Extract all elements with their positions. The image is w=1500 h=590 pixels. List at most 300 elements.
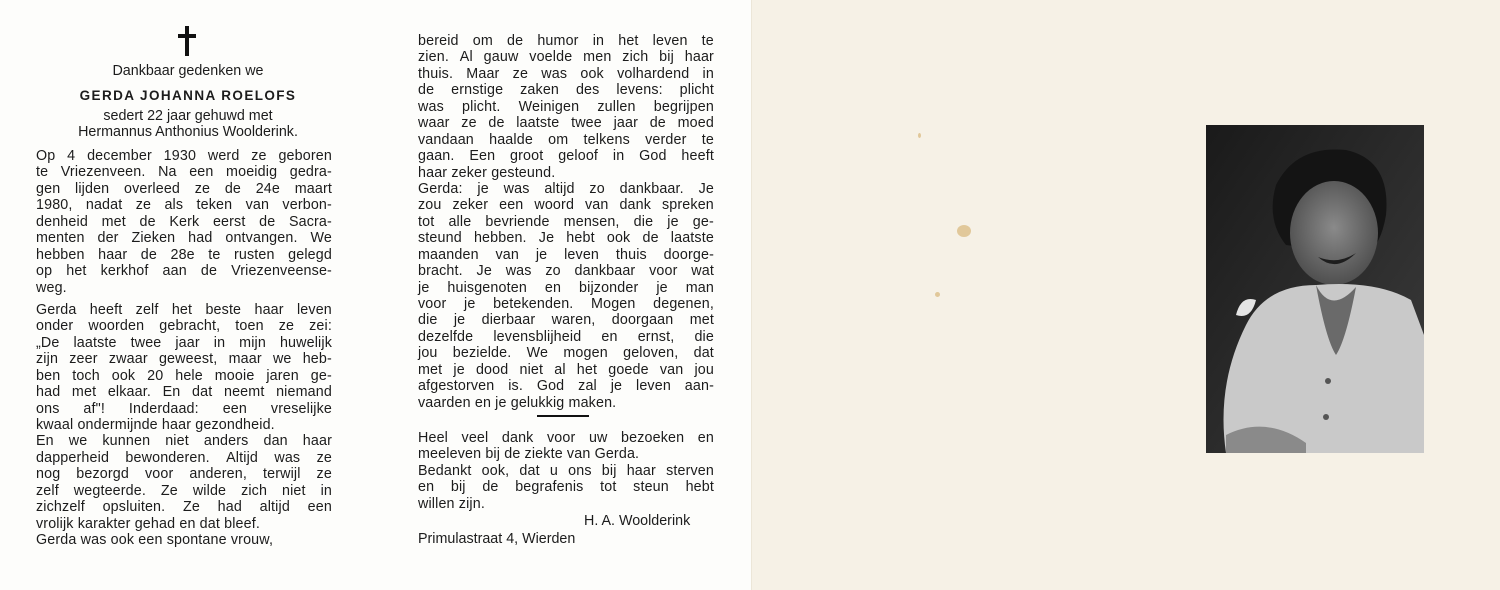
text-line	[36, 368, 332, 384]
text-line	[418, 99, 714, 115]
word: beste	[205, 301, 242, 318]
word: twee	[571, 115, 602, 132]
word: toch	[72, 367, 100, 384]
word: plicht.	[462, 98, 501, 115]
word: op	[36, 263, 53, 280]
text-line	[418, 247, 714, 263]
word: mijn	[239, 334, 266, 351]
word: heeft	[681, 148, 714, 165]
text-line	[36, 335, 332, 351]
word: al	[554, 361, 566, 378]
word: om	[472, 33, 493, 49]
word: gedra-	[289, 164, 332, 181]
word: 28e	[170, 246, 195, 263]
section-divider	[537, 415, 589, 417]
word: telkens	[583, 131, 630, 148]
word: laatste	[73, 334, 117, 351]
word: de	[140, 246, 157, 263]
word: ze	[316, 466, 332, 483]
text-line	[36, 483, 332, 499]
word: Kerk	[169, 213, 200, 230]
word: je	[453, 312, 466, 329]
word: het	[171, 301, 193, 318]
word: Je	[698, 180, 714, 197]
word: mogen	[563, 345, 608, 362]
word: te	[208, 246, 221, 263]
word: alle	[448, 213, 472, 230]
word: kerkhof	[100, 263, 149, 280]
word: met	[71, 384, 97, 401]
word: haar	[98, 246, 128, 263]
word: december	[87, 148, 152, 164]
word: bereid	[418, 33, 459, 49]
word: en	[544, 279, 562, 296]
word: de	[259, 213, 276, 230]
word: gehad	[134, 515, 176, 532]
word: geweest,	[158, 351, 218, 368]
word: altijd	[544, 180, 575, 197]
word: denheid	[36, 213, 88, 230]
word: gebracht,	[159, 318, 221, 335]
word: niet	[519, 361, 544, 378]
word: leven	[636, 378, 671, 395]
word: in	[702, 65, 714, 82]
portrait-photo	[1206, 125, 1424, 453]
word: Maar	[466, 65, 500, 82]
word: heeft	[89, 301, 123, 318]
signature: H. A. Woolderink	[584, 513, 691, 529]
text-line	[418, 479, 714, 495]
word: niet	[165, 433, 189, 450]
word: meeleven	[418, 446, 482, 463]
word: zou	[418, 197, 442, 214]
word: mensen,	[563, 213, 620, 230]
word: je	[610, 378, 623, 395]
word: leven	[652, 33, 688, 49]
word: als	[164, 197, 184, 214]
word: met	[689, 312, 714, 329]
word: ze	[251, 148, 267, 164]
word: begrafenis	[515, 479, 584, 496]
word: haar	[254, 301, 284, 318]
word: zullen	[597, 98, 636, 115]
word: afgestorven	[418, 378, 495, 395]
text-column-left	[36, 148, 332, 549]
word: ze	[316, 449, 332, 466]
word: spontane	[166, 532, 227, 549]
word: aan	[162, 263, 187, 280]
word: ondermijnde	[77, 417, 158, 433]
word: Sacra-	[288, 213, 332, 230]
word: betekenden.	[493, 296, 574, 312]
word: spreken	[662, 197, 714, 214]
word: Bedankt	[418, 462, 472, 479]
text-line	[36, 417, 332, 433]
word: huisgenoten	[447, 279, 527, 296]
text-line	[36, 401, 332, 417]
text-line	[418, 33, 714, 49]
word: van	[566, 446, 591, 463]
word: nadat	[85, 197, 123, 214]
word: kwaal	[36, 417, 74, 433]
word: zien.	[418, 49, 449, 66]
word: Gerda	[36, 301, 77, 318]
word: laatste	[670, 230, 714, 247]
word: wegteerde.	[73, 482, 147, 499]
word: willen	[418, 495, 455, 512]
word: bijzonder	[579, 279, 639, 296]
word: van	[495, 246, 520, 263]
text-line	[418, 362, 714, 378]
word: en	[179, 515, 196, 532]
text-line	[418, 395, 714, 411]
word: Al	[459, 49, 473, 66]
word: man	[685, 279, 714, 296]
word: hebben.	[473, 230, 527, 247]
word: Altijd	[226, 449, 258, 466]
word: moeidig	[226, 164, 278, 181]
text-line	[418, 214, 714, 230]
word: bij	[485, 446, 501, 463]
word: je	[464, 296, 476, 312]
word: degenen,	[653, 296, 714, 312]
word: ben	[36, 367, 61, 384]
word: moed	[677, 115, 714, 132]
word: het	[66, 263, 87, 280]
word: zijn.	[458, 495, 485, 512]
word: werd	[207, 148, 240, 164]
word: jou	[694, 361, 714, 378]
word: voelde	[529, 49, 573, 66]
text-line	[418, 165, 714, 181]
word: levens:	[616, 82, 663, 99]
word: sterven	[666, 462, 714, 479]
word: veel	[461, 430, 489, 446]
word: gelukkig	[510, 394, 565, 411]
text-line	[418, 230, 714, 246]
word: humor	[537, 33, 579, 49]
word: tot	[418, 213, 435, 230]
word: We	[526, 345, 549, 362]
word: die	[418, 312, 438, 329]
word: je	[667, 213, 679, 230]
word: was	[505, 263, 532, 280]
word: anderen,	[189, 466, 247, 483]
word: maken.	[568, 394, 617, 411]
text-line	[36, 384, 332, 400]
word: En	[162, 384, 181, 401]
word: was	[274, 449, 301, 466]
word: dank	[619, 197, 652, 214]
text-line	[36, 351, 332, 367]
word: hele	[175, 367, 203, 384]
word: en	[601, 328, 618, 345]
word: Een	[469, 148, 496, 165]
word: ernst,	[637, 328, 675, 345]
word: huwelijk	[279, 334, 332, 351]
cross-icon	[176, 26, 198, 56]
word: wilde	[192, 482, 227, 499]
word: 1930	[163, 148, 197, 164]
text-line	[36, 499, 332, 515]
married-line-2: Hermannus Anthonius Woolderink.	[78, 124, 298, 140]
word: jaar	[613, 115, 639, 132]
word: mooie	[214, 367, 255, 384]
word: geloof	[558, 148, 599, 165]
word: ernstige	[451, 82, 504, 99]
word: was	[80, 532, 107, 549]
word: van	[245, 197, 270, 214]
word: Op	[36, 148, 56, 164]
text-line	[36, 263, 332, 279]
word: dan	[263, 433, 288, 450]
text-line	[418, 148, 714, 164]
word: doorge-	[663, 246, 714, 263]
word: niet	[282, 482, 306, 499]
word: der	[97, 230, 119, 247]
word: anders	[203, 433, 249, 450]
word: altijd	[259, 499, 290, 516]
word: is.	[508, 378, 523, 395]
word: die	[633, 213, 654, 230]
text-line	[36, 181, 332, 197]
word: woord	[534, 197, 575, 214]
word: kunnen	[102, 433, 151, 450]
word: dat	[192, 384, 213, 401]
text-line	[418, 66, 714, 82]
word: bezorgd	[76, 466, 129, 483]
word: ze	[135, 197, 152, 214]
word: tot	[600, 479, 617, 496]
word: aan-	[684, 378, 714, 395]
word: rusten	[234, 246, 275, 263]
word: God	[536, 378, 565, 395]
word: je	[418, 279, 430, 296]
word: geloven,	[623, 345, 679, 362]
word: dat	[199, 515, 220, 532]
word: zaken	[520, 82, 560, 99]
word: zeker	[452, 197, 489, 214]
word: te	[701, 131, 714, 148]
word: 1980,	[36, 197, 73, 214]
word: de	[418, 82, 435, 99]
word: Gerda	[36, 532, 77, 549]
word: de	[200, 263, 218, 280]
word: gelegd	[288, 246, 332, 263]
word: bezielde.	[452, 345, 512, 362]
word: begrijpen	[653, 98, 714, 115]
word: uw	[588, 430, 608, 446]
word: dat	[519, 462, 540, 479]
word: was	[418, 98, 444, 115]
word: heb-	[302, 351, 332, 368]
word: voor	[418, 296, 447, 312]
word: laatste	[516, 115, 560, 132]
word: „De	[36, 334, 60, 351]
word: ook	[606, 230, 631, 247]
word: had	[217, 499, 242, 516]
word: maart	[294, 180, 332, 197]
word: ons	[568, 462, 592, 479]
text-line	[36, 516, 332, 532]
word: met	[101, 213, 126, 230]
word: we	[68, 433, 88, 450]
deceased-name: GERDA JOHANNA ROELOFS	[79, 88, 297, 103]
word: de	[507, 33, 524, 49]
word: bewonderen.	[125, 449, 210, 466]
word: jou	[418, 345, 438, 362]
word: bleef.	[224, 515, 260, 532]
word: vrouw,	[230, 532, 274, 549]
word: dankbaar.	[619, 180, 684, 197]
word: een	[307, 499, 332, 516]
word: haar	[626, 462, 656, 479]
word: ontvangen.	[225, 230, 298, 247]
word: ze	[278, 318, 295, 335]
word: een	[499, 197, 524, 214]
word: haalde	[489, 131, 533, 148]
word: leven	[564, 246, 600, 263]
word: elkaar.	[107, 384, 152, 401]
word: nog	[36, 466, 61, 483]
text-line	[36, 148, 332, 164]
text-line	[36, 197, 332, 213]
word: Ze	[182, 499, 200, 516]
word: voor	[144, 466, 174, 483]
word: en	[474, 394, 492, 411]
word: Mogen	[591, 296, 636, 312]
word: Gerda:	[418, 180, 463, 197]
word: van	[659, 361, 684, 378]
word: plicht	[679, 82, 714, 99]
text-line	[36, 318, 332, 334]
word: bracht.	[418, 263, 463, 280]
word: hebt	[685, 479, 714, 496]
word: haar	[302, 433, 332, 450]
text-line	[36, 466, 332, 482]
word: karakter	[77, 515, 131, 532]
word: gaan.	[418, 148, 455, 165]
word: het	[618, 33, 639, 49]
word: levensblijheid	[493, 328, 582, 345]
word: bij	[601, 462, 617, 479]
word: bij	[450, 479, 466, 496]
text-line	[36, 433, 332, 449]
word: ziekte	[524, 446, 563, 463]
word: bezoeken	[621, 430, 685, 446]
word: Na	[158, 164, 177, 181]
word: maar	[228, 351, 262, 368]
word: en	[418, 479, 435, 496]
word: dat	[693, 345, 714, 362]
word: haar	[161, 417, 192, 433]
word: in	[592, 33, 605, 49]
word: zo	[545, 263, 561, 280]
word: de	[139, 213, 156, 230]
word: zich	[241, 482, 268, 499]
word: de	[642, 230, 659, 247]
word: men	[583, 49, 612, 66]
word: gezondheid.	[195, 417, 275, 433]
text-line	[36, 214, 332, 230]
word: jaar	[175, 334, 200, 351]
word: had	[188, 230, 213, 247]
word: menten	[36, 230, 85, 247]
word: bevriende	[485, 213, 550, 230]
word: in	[213, 334, 226, 351]
word: onder	[36, 318, 74, 335]
word: ook,	[481, 462, 510, 479]
word: We	[310, 230, 332, 247]
word: zeker	[451, 164, 488, 181]
word: overleed	[123, 180, 181, 197]
word: des	[575, 82, 600, 99]
text-line	[36, 164, 332, 180]
word: woorden	[88, 318, 145, 335]
word: je	[477, 180, 489, 197]
word: Vriezenveense-	[231, 263, 332, 280]
word: de	[224, 180, 242, 197]
word: je	[656, 279, 668, 296]
word: vandaan	[418, 131, 474, 148]
text-line	[418, 463, 714, 479]
word: dankbaar	[574, 263, 636, 280]
word: haar	[684, 49, 714, 66]
word: niemand	[276, 384, 332, 401]
word: doorgaan	[611, 312, 674, 329]
word: de	[488, 115, 505, 132]
word: ook	[110, 532, 135, 549]
word: Ze	[160, 482, 178, 499]
word: je	[453, 361, 465, 378]
word: zichzelf	[36, 499, 85, 516]
text-line	[418, 345, 714, 361]
word: Je	[476, 263, 492, 280]
word: te	[36, 164, 49, 181]
word: waren,	[551, 312, 596, 329]
word: haar	[418, 164, 448, 181]
text-line	[36, 302, 332, 318]
text-line	[418, 181, 714, 197]
word: ons	[36, 400, 60, 417]
text-column-right	[418, 33, 714, 411]
word: dierbaar	[481, 312, 536, 329]
word: gesteund.	[491, 164, 556, 181]
word: vaarden	[418, 394, 471, 411]
word: hebben	[36, 246, 85, 263]
word: terwijl	[262, 466, 301, 483]
word: dezelfde	[418, 328, 474, 345]
text-line	[418, 115, 714, 131]
word: zelf	[36, 482, 59, 499]
word: voor	[547, 430, 576, 446]
word: ge-	[692, 213, 714, 230]
word: steun	[633, 479, 669, 496]
word: geboren	[278, 148, 332, 164]
word: we	[272, 351, 292, 368]
text-line	[418, 446, 714, 462]
word: volhardend	[617, 65, 690, 82]
word: zal	[578, 378, 597, 395]
married-line-1: sedert 22 jaar gehuwd met	[103, 108, 273, 124]
word: had	[36, 384, 61, 401]
word: gen	[36, 180, 61, 197]
word: Weinigen	[518, 98, 580, 115]
word: Vriezenveen.	[60, 164, 146, 181]
word: je	[535, 246, 548, 263]
word: was	[541, 65, 568, 82]
word: ook	[111, 367, 136, 384]
